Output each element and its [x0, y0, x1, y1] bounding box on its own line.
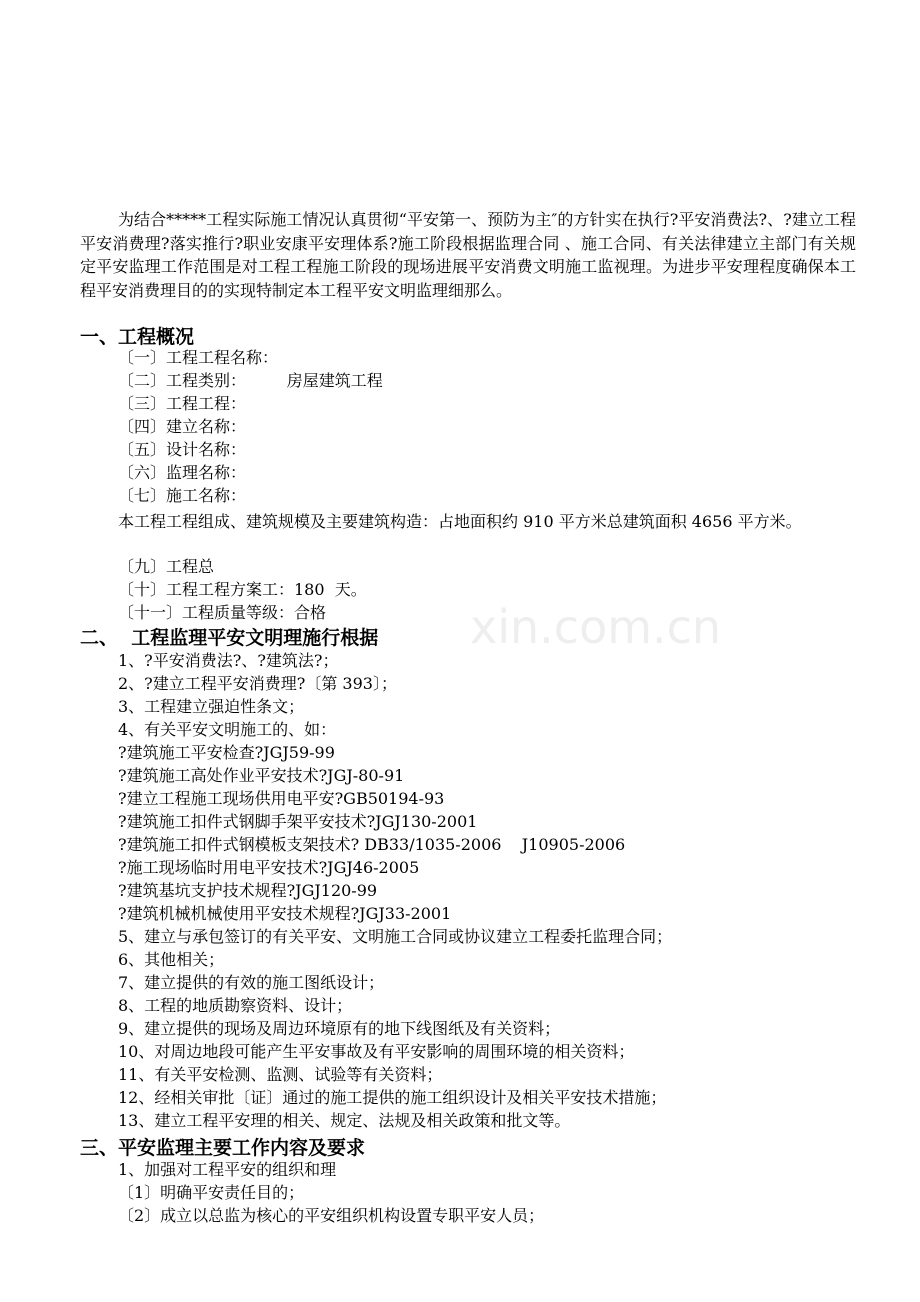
- list-item: 7、建立提供的有效的施工图纸设计；: [118, 973, 385, 992]
- composition-paragraph: 本工程工程组成、建筑规模及主要建筑构造：占地面积约 910 平方米总建筑面积 4656 平方米。: [118, 512, 802, 531]
- list-item: 6、其他相关；: [118, 950, 225, 969]
- list-item: 2、?建立工程平安消费理?〔第 393〕；: [118, 674, 397, 693]
- section-3-heading: 三、平安监理主要工作内容及要求: [80, 1137, 366, 1159]
- list-item: ?建筑机械机械使用平安技术规程?JGJ33-2001: [118, 904, 452, 923]
- list-item: 12、经相关审批〔证〕通过的施工提供的施工组织设计及相关平安技术措施；: [118, 1088, 667, 1107]
- list-item: 13、建立工程平安理的相关、规定、法规及相关政策和批文等。: [118, 1111, 571, 1130]
- list-item: 8、工程的地质勘察资料、设计；: [118, 996, 353, 1015]
- list-item: ?施工现场临时用电平安技术?JGJ46-2005: [118, 858, 420, 877]
- list-item: ?建立工程施工现场供用电平安?GB50194-93: [118, 789, 445, 808]
- list-item: 〔1〕明确平安责任目的；: [118, 1183, 305, 1202]
- list-item: 1、?平安消费法?、?建筑法?；: [118, 651, 339, 670]
- list-item: 〔一〕工程工程名称：: [118, 348, 279, 367]
- list-item: 〔七〕施工名称：: [118, 486, 247, 505]
- list-item: 1、加强对工程平安的组织和理: [118, 1160, 337, 1179]
- list-item: 〔十一〕工程质量等级：合格: [118, 603, 327, 622]
- watermark: xin.com.cn: [470, 600, 722, 654]
- list-item: ?建筑施工扣件式钢模板支架技术? DB33/1035-2006 J10905-2006: [118, 835, 626, 854]
- list-item: 〔三〕工程工程：: [118, 394, 247, 413]
- list-item: ?建筑基坑支护技术规程?JGJ120-99: [118, 881, 378, 900]
- list-item: 〔四〕建立名称：: [118, 417, 247, 436]
- list-item: 4、有关平安文明施工的、如：: [118, 720, 337, 739]
- section-2-heading: 二、 工程监理平安文明理施行根据: [80, 627, 379, 649]
- list-item: 〔2〕成立以总监为核心的平安组织机构设置专职平安人员；: [118, 1206, 545, 1225]
- list-item: ?建筑施工扣件式钢脚手架平安技术?JGJ130-2001: [118, 812, 478, 831]
- list-item: 11、有关平安检测、监测、试验等有关资料；: [118, 1065, 443, 1084]
- list-item: 〔九〕工程总: [118, 557, 215, 576]
- list-item: 〔二〕工程类别： 房屋建筑工程: [118, 371, 383, 390]
- list-item: ?建筑施工平安检查?JGJ59-99: [118, 743, 335, 762]
- list-item: 〔十〕工程工程方案工：180 天。: [118, 580, 367, 599]
- list-item: ?建筑施工高处作业平安技术?JGJ-80-91: [118, 766, 405, 785]
- intro-paragraph: 为结合*****工程实际施工情况认真贯彻“平安第一、预防为主″的方针实在执行?平安消费法?、?建立工程平安消费理?落实推行?职业安康平安理体系?施工阶段根据监理合同 、施工合同、有关法律建立主部门有关规定平安监理工作范围是对工程工程施工阶段的现场进展平安消费文明施工监视理。为进步平安理程度确保本工程平安消费理目的的实现特制定本工程平安文明监理细那么。: [80, 210, 856, 300]
- list-item: 3、工程建立强迫性条文；: [118, 697, 305, 716]
- list-item: 10、对周边地段可能产生平安事故及有平安影响的周围环境的相关资料；: [118, 1042, 635, 1061]
- list-item: 〔五〕设计名称：: [118, 440, 247, 459]
- list-item: 9、建立提供的现场及周边环境原有的地下线图纸及有关资料；: [118, 1019, 561, 1038]
- list-item: 〔六〕监理名称：: [118, 463, 247, 482]
- section-1-heading: 一、工程概况: [80, 326, 195, 348]
- list-item: 5、建立与承包签订的有关平安、文明施工合同或协议建立工程委托监理合同；: [118, 927, 673, 946]
